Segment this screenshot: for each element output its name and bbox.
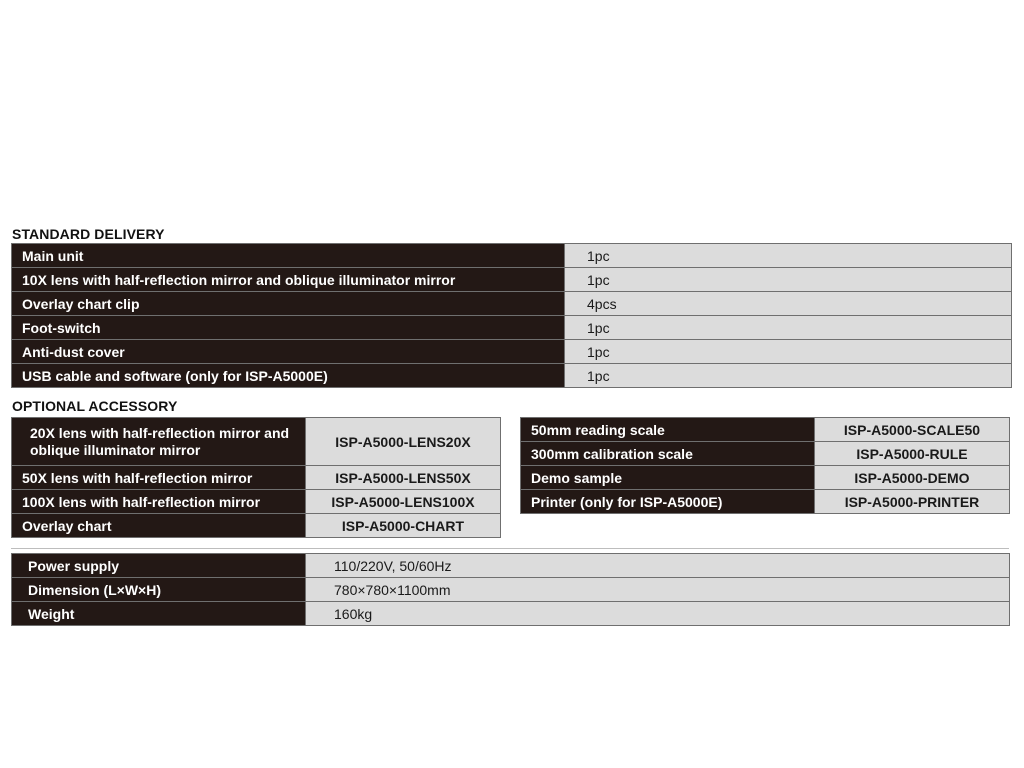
accessory-code: ISP-A5000-LENS20X [306, 418, 501, 466]
accessory-item: Printer (only for ISP-A5000E) [521, 490, 815, 514]
delivery-qty: 1pc [565, 268, 1012, 292]
accessory-item: Demo sample [521, 466, 815, 490]
table-row [12, 554, 1010, 578]
table-row [12, 316, 1012, 340]
table-row [521, 418, 1010, 442]
optional-accessory-title: OPTIONAL ACCESSORY [12, 398, 178, 414]
spec-value: 110/220V, 50/60Hz [306, 554, 1010, 578]
standard-delivery-title: STANDARD DELIVERY [12, 226, 165, 242]
table-row [12, 466, 501, 490]
delivery-item: Main unit [12, 244, 565, 268]
delivery-item: Overlay chart clip [12, 292, 565, 316]
spec-label: Dimension (L×W×H) [12, 578, 306, 602]
accessory-item: 100X lens with half-reflection mirror [12, 490, 306, 514]
table-row [12, 364, 1012, 388]
table-row [12, 268, 1012, 292]
delivery-item: USB cable and software (only for ISP-A5000E) [12, 364, 565, 388]
specifications-table [11, 553, 1010, 626]
table-row [12, 490, 501, 514]
table-row [521, 466, 1010, 490]
table-row [12, 340, 1012, 364]
table-row [521, 490, 1010, 514]
section-divider [11, 548, 1009, 549]
delivery-item: Anti-dust cover [12, 340, 565, 364]
delivery-item: Foot-switch [12, 316, 565, 340]
delivery-qty: 1pc [565, 244, 1012, 268]
accessory-item: 50X lens with half-reflection mirror [12, 466, 306, 490]
accessory-item: 300mm calibration scale [521, 442, 815, 466]
accessory-code: ISP-A5000-CHART [306, 514, 501, 538]
accessory-item: 50mm reading scale [521, 418, 815, 442]
table-row [12, 292, 1012, 316]
spec-value: 780×780×1100mm [306, 578, 1010, 602]
accessory-code: ISP-A5000-PRINTER [815, 490, 1010, 514]
delivery-item: 10X lens with half-reflection mirror and oblique illuminator mirror [12, 268, 565, 292]
spec-value: 160kg [306, 602, 1010, 626]
optional-accessory-left-table [11, 417, 501, 538]
delivery-qty: 4pcs [565, 292, 1012, 316]
optional-accessory-right-table [520, 417, 1010, 514]
delivery-qty: 1pc [565, 364, 1012, 388]
table-row [12, 602, 1010, 626]
accessory-code: ISP-A5000-LENS100X [306, 490, 501, 514]
accessory-item: 20X lens with half-reflection mirror and oblique illuminator mirror [12, 418, 306, 466]
accessory-item: Overlay chart [12, 514, 306, 538]
accessory-code: ISP-A5000-LENS50X [306, 466, 501, 490]
standard-delivery-table [11, 243, 1012, 388]
table-row [521, 442, 1010, 466]
table-row [12, 418, 501, 466]
spec-label: Weight [12, 602, 306, 626]
table-row [12, 244, 1012, 268]
delivery-qty: 1pc [565, 316, 1012, 340]
table-row [12, 578, 1010, 602]
spec-label: Power supply [12, 554, 306, 578]
accessory-code: ISP-A5000-DEMO [815, 466, 1010, 490]
accessory-code: ISP-A5000-RULE [815, 442, 1010, 466]
table-row [12, 514, 501, 538]
delivery-qty: 1pc [565, 340, 1012, 364]
accessory-code: ISP-A5000-SCALE50 [815, 418, 1010, 442]
